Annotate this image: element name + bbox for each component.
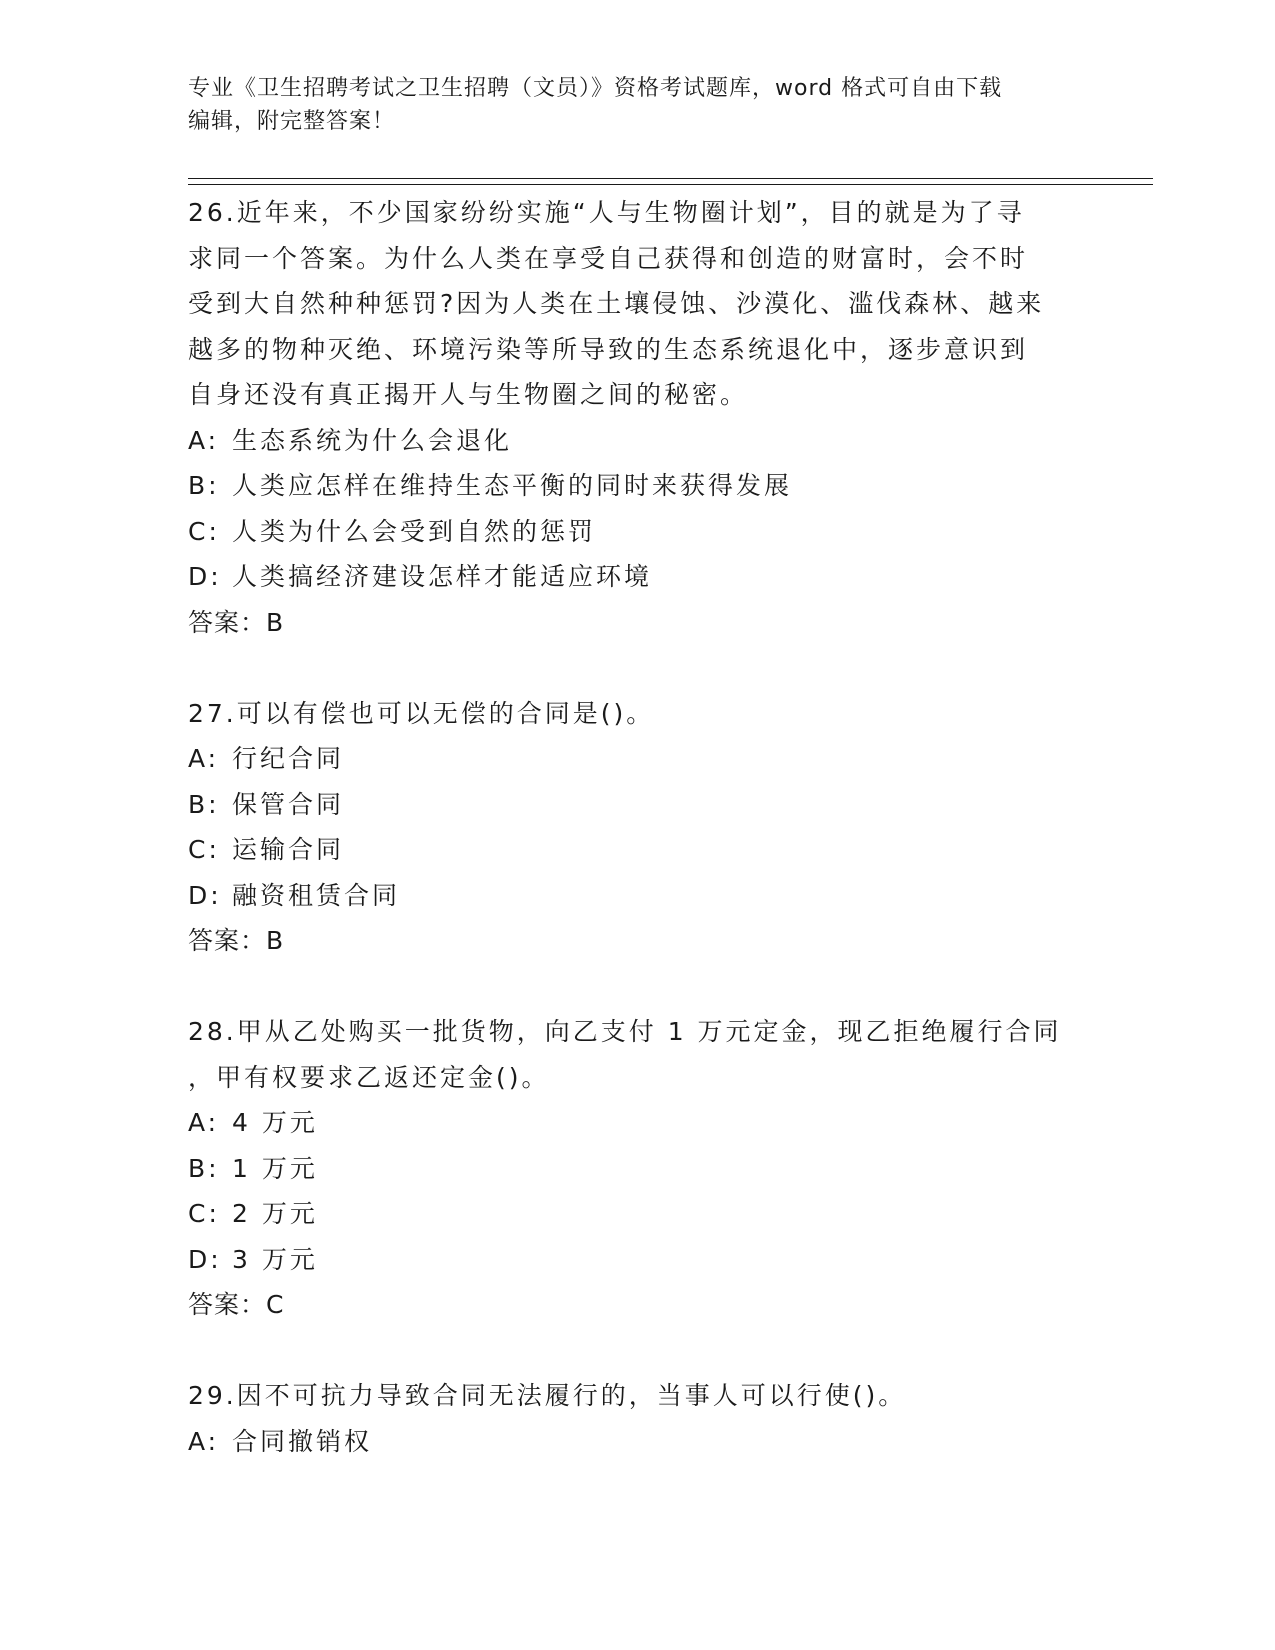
answer-line: 答案：B <box>188 926 285 955</box>
option-key: C: <box>188 1199 220 1228</box>
option-text: 生态系统为什么会退化 <box>232 425 513 455</box>
option-key: B: <box>188 789 220 819</box>
option-text: 人类为什么会受到自然的惩罚 <box>232 516 597 546</box>
answer-option <box>188 418 1188 464</box>
option-key: A: <box>188 744 220 773</box>
option-text: 4 万元 <box>232 1108 318 1137</box>
option-text: 融资租赁合同 <box>232 880 401 910</box>
question-block <box>188 1009 1188 1373</box>
option-text: 3 万元 <box>232 1244 318 1274</box>
question-spacer <box>188 1328 1188 1374</box>
question-stem-line: 受到大自然种种惩罚?因为人类在土壤侵蚀、沙漠化、滥伐森林、越来 <box>188 289 1045 318</box>
answer-option <box>188 1419 1188 1465</box>
answer-option <box>188 782 1188 828</box>
answer-option <box>188 463 1188 509</box>
document-header <box>188 72 1068 138</box>
question-block <box>188 691 1188 1010</box>
option-key: B: <box>188 1153 220 1183</box>
question-stem-line: 自身还没有真正揭开人与生物圈之间的秘密。 <box>188 380 749 409</box>
option-key: D: <box>188 880 222 910</box>
answer-option <box>188 873 1188 919</box>
option-key: A: <box>188 425 220 455</box>
option-text: 1 万元 <box>232 1153 318 1183</box>
question-spacer <box>188 645 1188 691</box>
option-text: 保管合同 <box>232 789 345 819</box>
header-line-1: 专业《卫生招聘考试之卫生招聘（文员）》资格考试题库，word 格式可自由下载 <box>188 76 1003 101</box>
answer-option <box>188 1100 1188 1146</box>
option-text: 2 万元 <box>232 1199 318 1228</box>
question-block <box>188 190 1188 691</box>
option-key: C: <box>188 516 220 546</box>
answer-option <box>188 827 1188 873</box>
answer-option <box>188 1191 1188 1237</box>
option-text: 人类应怎样在维持生态平衡的同时来获得发展 <box>232 471 793 500</box>
answer-line: 答案：C <box>188 1290 285 1319</box>
answer-option <box>188 1237 1188 1283</box>
question-stem-line: 29.因不可抗力导致合同无法履行的，当事人可以行使()。 <box>188 1381 907 1410</box>
option-key: B: <box>188 471 220 500</box>
answer-option <box>188 554 1188 600</box>
header-divider-top <box>188 178 1153 179</box>
question-stem-line: 越多的物种灭绝、环境污染等所导致的生态系统退化中，逐步意识到 <box>188 334 1029 364</box>
question-list <box>188 190 1188 1464</box>
option-text: 合同撤销权 <box>232 1426 373 1456</box>
question-stem-line: 求同一个答案。为什么人类在享受自己获得和创造的财富时，会不时 <box>188 243 1029 273</box>
option-key: C: <box>188 835 220 864</box>
question-stem-line: 26.近年来，不少国家纷纷实施“人与生物圈计划”，目的就是为了寻 <box>188 198 1025 227</box>
option-text: 运输合同 <box>232 835 345 864</box>
answer-line: 答案：B <box>188 607 285 637</box>
option-text: 人类搞经济建设怎样才能适应环境 <box>232 562 653 591</box>
answer-option <box>188 736 1188 782</box>
option-key: A: <box>188 1108 220 1137</box>
option-key: D: <box>188 1244 222 1274</box>
option-text: 行纪合同 <box>232 744 345 773</box>
question-spacer <box>188 964 1188 1010</box>
answer-option <box>188 1146 1188 1192</box>
question-block <box>188 1373 1188 1464</box>
option-key: A: <box>188 1426 220 1456</box>
answer-option <box>188 509 1188 555</box>
option-key: D: <box>188 562 222 591</box>
question-stem-line: ，甲有权要求乙返还定金()。 <box>188 1062 550 1092</box>
question-stem-line: 28.甲从乙处购买一批货物，向乙支付 1 万元定金，现乙拒绝履行合同 <box>188 1017 1062 1046</box>
header-line-2: 编辑，附完整答案！ <box>188 109 396 134</box>
header-divider-bottom <box>188 184 1153 185</box>
question-stem-line: 27.可以有偿也可以无偿的合同是()。 <box>188 698 655 728</box>
